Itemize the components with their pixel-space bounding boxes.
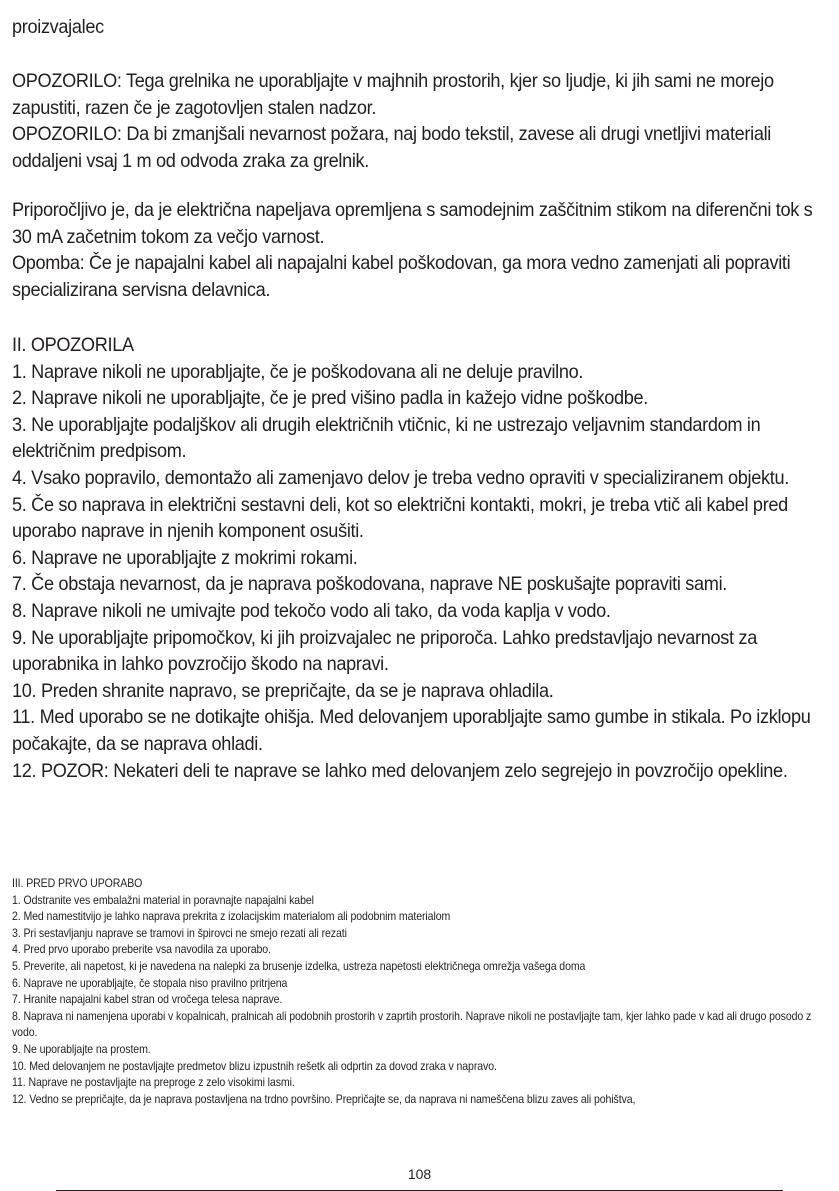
list-item: 12. Vedno se prepričajte, da je naprava postavljena na trdno površino. Prepričajte se, da naprava ni nameščena blizu zaves ali pohištva, [12,1092,636,1106]
intro-block [12,14,839,41]
list-item: 6. Naprave ne uporabljajte z mokrimi rokami. [12,546,358,569]
recommendation-block [12,197,839,303]
warning-paragraph: OPOZORILO: Da bi zmanjšali nevarnost požara, naj bodo tekstil, zavese ali drugi vnetljivi materiali oddaljeni vsaj 1 m od odvoda zraka za grelnik. [12,123,772,172]
list-item: 9. Ne uporabljajte na prostem. [12,1042,151,1056]
list-item: 11. Naprave ne postavljajte na preproge z zelo visokimi lasmi. [12,1076,295,1090]
recommendation-paragraph: Priporočljivo je, da je električna napeljava opremljena s samodejnim zaščitnim stikom na diferenčni tok s 30 mA začetnim tokom za večjo varnost. [12,199,813,248]
list-item: 8. Naprava ni namenjena uporabi v kopalnicah, pralnicah ali podobnih prostorih v zaprtih prostorih. Naprave nikoli ne postavljajte tam, kjer lahko pade v kad ali drugo posodo z vodo. [12,1009,812,1040]
list-item: 1. Odstranite ves embalažni material in poravnajte napajalni kabel [12,893,314,907]
list-item: 6. Naprave ne uporabljajte, če stopala niso pravilno pritrjena [12,976,288,990]
list-item: 2. Naprave nikoli ne uporabljajte, če je pred višino padla in kažejo vidne poškodbe. [12,387,649,410]
list-item: 4. Vsako popravilo, demontažo ali zamenjavo delov je treba vedno opraviti v specializiranem objektu. [12,466,789,489]
list-item: 3. Pri sestavljanju naprave se tramovi in špirovci ne smejo rezati ali rezati [12,926,347,940]
section-title: III. PRED PRVO UPORABO [12,877,143,890]
list-item: 12. POZOR: Nekateri deli te naprave se lahko med delovanjem zelo segrejejo in povzročijo opekline. [12,759,788,782]
list-item: 10. Med delovanjem ne postavljajte predmetov blizu izpustnih rešetk ali odprtin za dovod zraka v napravo. [12,1059,497,1073]
list-item: 3. Ne uporabljajte podaljškov ali drugih električnih vtičnic, ki ne ustrezajo veljavnim standardom in električnim predpisom. [12,413,761,463]
list-item: 4. Pred prvo uporabo preberite vsa navodila za uporabo. [12,943,271,957]
list-item: 1. Naprave nikoli ne uporabljajte, če je poškodovana ali ne deluje pravilno. [12,360,584,383]
list-item: 2. Med namestitvijo je lahko naprava prekrita z izolacijskim materialom ali podobnim materialom [12,910,451,924]
list-item: 8. Naprave nikoli ne umivajte pod tekočo vodo ali tako, da voda kaplja v vodo. [12,599,611,622]
section-before-first-use [12,876,839,1108]
warnings-block [12,68,839,174]
list-item: 5. Preverite, ali napetost, ki je navedena na nalepki za brusenje izdelka, ustreza napetosti električnega omrežja vašega doma [12,959,586,973]
list-item: 11. Med uporabo se ne dotikajte ohišja. Med delovanjem uporabljajte samo gumbe in stikala. Po izklopu počakajte, da se naprava ohladi. [12,706,811,755]
section-title: II. OPOZORILA [12,334,134,356]
list-item: 9. Ne uporabljajte pripomočkov, ki jih proizvajalec ne priporoča. Lahko predstavljajo nevarnost za uporabnika in lahko povzročijo škodo na napravi. [12,626,757,676]
list-item: 10. Preden shranite napravo, se prepričajte, da se je naprava ohladila. [12,679,554,702]
page-number: 108 [407,1166,432,1182]
list-item: 7. Hranite napajalni kabel stran od vročega telesa naprave. [12,993,283,1007]
intro-text: proizvajalec [12,16,104,38]
note-paragraph: Opomba: Če je napajalni kabel ali napajalni kabel poškodovan, ga mora vedno zamenjati ali popraviti specializirana servisna delavnica. [12,252,791,301]
warning-paragraph: OPOZORILO: Tega grelnika ne uporabljajte v majhnih prostorih, kjer so ljudje, ki jih sami ne morejo zapustiti, razen če je zagotovljen stalen nadzor. [12,70,774,119]
list-item: 5. Če so naprava in električni sestavni deli, kot so električni kontakti, mokri, je treba vtič ali kabel pred uporabo naprave in njenih komponent osušiti. [12,493,788,543]
list-item: 7. Če obstaja nevarnost, da je naprava poškodovana, naprave NE poskušajte popraviti sami. [12,573,728,596]
section-warnings [12,332,839,784]
